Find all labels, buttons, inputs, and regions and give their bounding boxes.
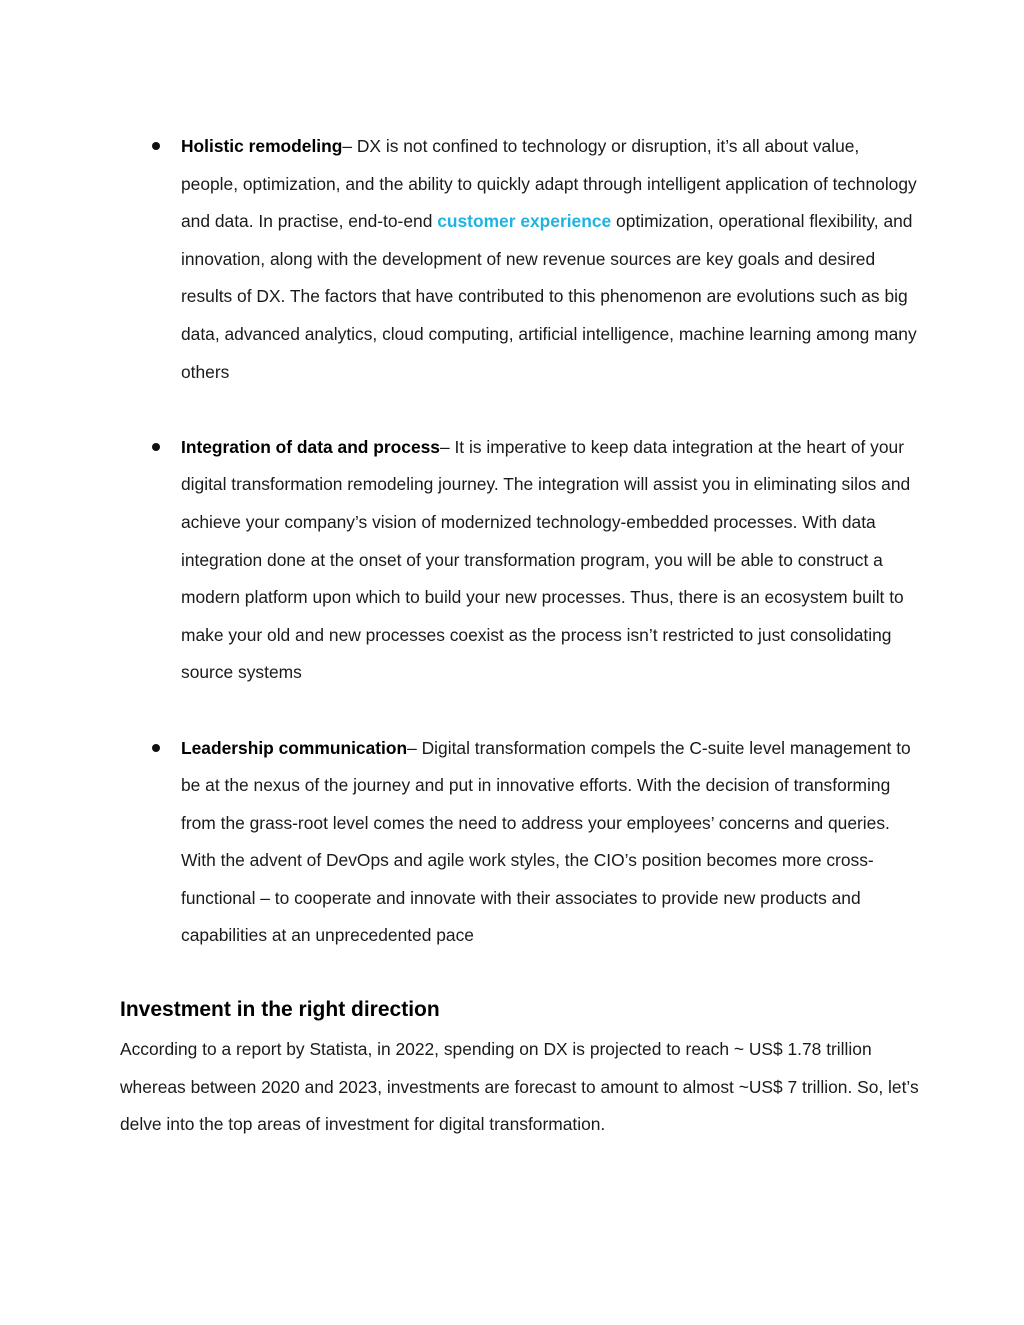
bullet-item-leadership [120, 730, 920, 956]
bullet-title: Leadership communication [181, 737, 408, 758]
bullet-text: – Digital transformation compels the C-suite level management to be at the nexus of the journey and put in innovative efforts. With the decision of transforming from the grass-root level comes the need to address your employees’ concerns and queries. With the advent of DevOps and agile work styles, the CIO’s position becomes more cross-functional – to cooperate and innovate with their associates to provide new products and capabilities at an unprecedented pace [181, 737, 911, 946]
bullet-item-holistic-remodeling [120, 128, 920, 391]
bullet-item-integration [120, 429, 920, 692]
bullet-title: Holistic remodeling [181, 136, 343, 156]
bullet-icon [152, 443, 160, 451]
bullet-text: – It is imperative to keep data integration at the heart of your digital transformation remodeling journey. The integration will assist you in eliminating silos and achieve your company’s vision of modernized technology-embedded processes. With data integration done at the onset of your transformation program, you will be able to construct a modern platform upon which to build your new processes. Thus, there is an ecosystem built to make your old and new processes coexist as the process isn’t restricted to just consolidating source systems [181, 436, 911, 683]
bullet-icon [152, 744, 160, 752]
bullet-text-continued: optimization, operational flexibility, and innovation, along with the development of new revenue sources are key goals and desired results of DX. The factors that have contributed to this phenomenon are evolutions such as big data, advanced analytics, cloud computing, artificial intelligence, machine learning among many others [181, 211, 917, 382]
customer-experience-link[interactable]: customer experience [437, 211, 612, 232]
bullet-list [120, 128, 920, 955]
bullet-title: Integration of data and process [181, 436, 440, 457]
bullet-text: – DX is not confined to technology or disruption, it’s all about value, people, optimization, and the ability to quickly adapt through intelligent application of technology and data. In practise, end-to-end [181, 136, 917, 232]
section-heading: Investment in the right direction [120, 998, 440, 1021]
section-paragraph: According to a report by Statista, in 2022, spending on DX is projected to reach ~ US$ 1.78 trillion whereas between 2020 and 2023, investments are forecast to amount to almost ~US$ 7 trillion. So, let’s delve into the top areas of investment for digital transformation. [120, 1039, 919, 1135]
bullet-icon [152, 142, 160, 150]
